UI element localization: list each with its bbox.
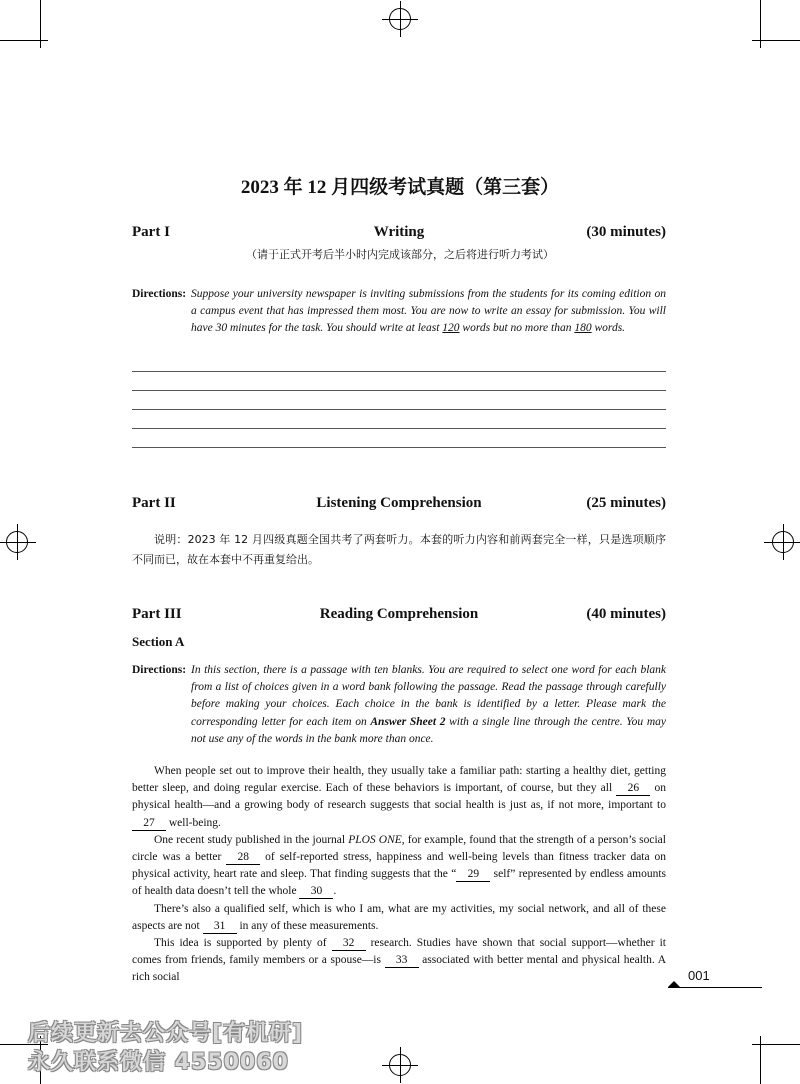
writing-line[interactable] — [132, 428, 666, 429]
part3-label: Part III — [132, 606, 182, 622]
registration-mark — [0, 542, 36, 543]
directions-label: Directions: — [132, 288, 187, 300]
part2-time: (25 minutes) — [586, 495, 666, 511]
journal-name: PLOS ONE — [348, 833, 402, 846]
watermark-line-1: 后续更新去公众号[有机研] — [28, 1021, 304, 1046]
registration-mark — [17, 524, 18, 560]
blank-33[interactable]: 33 — [385, 953, 419, 968]
blank-26[interactable]: 26 — [616, 781, 650, 796]
blank-31[interactable]: 31 — [203, 919, 237, 934]
page-number: 001 — [688, 968, 710, 983]
min-words: 120 — [442, 322, 460, 335]
part3-time: (40 minutes) — [586, 606, 666, 622]
section-heading: Section A — [132, 634, 185, 649]
part2-note: 说明：2023 年 12 月四级真题全国共考了两套听力。本套的听力内容和前两套完全一样，只是选项顺序不同而已，故在本套中不再重复给出。 — [132, 533, 666, 566]
crop-mark — [0, 40, 48, 41]
writing-line[interactable] — [132, 447, 666, 448]
max-words: 180 — [574, 322, 592, 335]
part3-name: Reading Comprehension — [319, 606, 479, 622]
page-title: 2023 年 12 月四级考试真题（第三套） — [240, 177, 560, 198]
part3-header — [132, 606, 666, 628]
part1-name: Writing — [373, 224, 425, 240]
part3-directions — [132, 662, 666, 748]
part1-note: （请于正式开考后半小时内完成该部分，之后将进行听力考试） — [246, 248, 554, 261]
part2-label: Part II — [132, 495, 176, 511]
crop-mark — [752, 40, 800, 41]
part1-directions — [132, 286, 666, 338]
part2-header — [132, 495, 666, 517]
registration-mark — [400, 1047, 401, 1083]
paragraph: There’s also a qualified self, which is who I am, what are my activities, my social network, and all of these aspects are not 31 in any of these measurements. — [132, 902, 666, 932]
writing-line[interactable] — [132, 409, 666, 410]
registration-mark — [400, 1, 401, 37]
answer-sheet: Answer Sheet 2 — [370, 715, 446, 728]
watermark-line-2: 永久联系微信 4550060 — [28, 1050, 289, 1075]
part1-label: Part I — [132, 224, 170, 240]
blank-28[interactable]: 28 — [226, 850, 260, 865]
directions-label: Directions: — [132, 664, 187, 676]
reading-passage — [132, 763, 666, 987]
page-number-rule — [668, 987, 762, 988]
blank-30[interactable]: 30 — [299, 884, 333, 899]
blank-29[interactable]: 29 — [456, 867, 490, 882]
crop-mark — [752, 1044, 800, 1045]
blank-27[interactable]: 27 — [132, 816, 166, 831]
directions-text: In this section, there is a passage with ten blanks. You are required to select one word for each blank from a list of choices given in a word bank following the passage. Read the passage through carefully before making your choices. Each choice in the bank is identified by a letter. Please mark the corresponding letter for each item on Answer Sheet 2 with a single line through the centre. You may not use any of the words in the bank more than once. — [191, 664, 666, 745]
part2-name: Listening Comprehension — [316, 495, 482, 511]
writing-line[interactable] — [132, 390, 666, 391]
paragraph: One recent study published in the journal PLOS ONE, for example, found that the strength of a person’s social circle was a better 28 of self-reported stress, happiness and well-being levels than fitness tracker data on physical activity, heart rate and sleep. That finding suggests that the “ 29 self” represented by endless amounts of health data doesn’t tell the whole 30 . — [132, 833, 666, 898]
part1-time: (30 minutes) — [586, 224, 666, 240]
part1-header — [132, 224, 666, 246]
paragraph: When people set out to improve their health, they usually take a familiar path: starting a healthy diet, getting better sleep, and doing regular exercise. Each of these behaviors is important, of course, but they all 26 on physical health—and a growing body of research suggests that social health is just as, if not more, important to 27 well-being. — [132, 765, 667, 829]
writing-line[interactable] — [132, 371, 666, 372]
directions-text: Suppose your university newspaper is inviting submissions from the students for its coming edition on a campus event that has impressed them most. You are now to write an essay for submission. You will have 30 minutes for the task. You should write at least 120 words but no more than 180 words. — [191, 288, 666, 335]
registration-mark — [783, 524, 784, 560]
paragraph: This idea is supported by plenty of 32 research. Studies have shown that social support—whether it comes from friends, family members or a spouse—is 33 associated with better mental and physical health. A rich social — [132, 937, 666, 984]
blank-32[interactable]: 32 — [332, 936, 366, 951]
registration-mark — [764, 542, 800, 543]
